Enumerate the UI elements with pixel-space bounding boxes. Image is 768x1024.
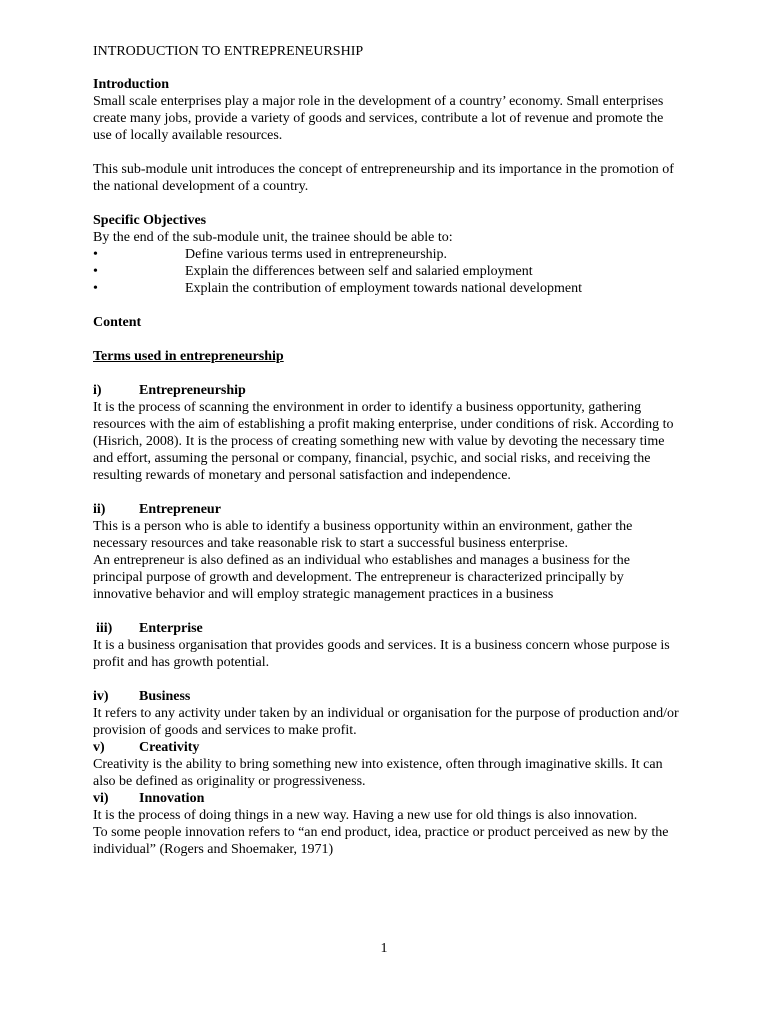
page-number: 1: [380, 941, 388, 956]
intro-heading: Introduction: [93, 77, 169, 92]
term-heading: vi) Innovation: [93, 791, 205, 806]
term-heading: iv) Business: [93, 689, 191, 704]
page-content: [93, 43, 683, 858]
term-paragraph: It is a business organisation that provides goods and services. It is a business concern whose purpose is profit and has growth potential.: [93, 638, 670, 670]
term-paragraph: This is a person who is able to identify a business opportunity within an environment, gather the necessary resources and take reasonable risk to start a successful business enterprise.: [93, 519, 633, 551]
term-heading: i) Entrepreneurship: [93, 383, 246, 398]
objectives-list: [93, 246, 683, 297]
objective-item: • Explain the differences between self and salaried employment: [93, 264, 533, 279]
intro-paragraph: Small scale enterprises play a major role in the development of a country’ economy. Small enterprises create many jobs, provide a variety of goods and services, contribute a lot of revenue and promote the use of locally available resources.: [93, 94, 664, 143]
term-paragraph: Creativity is the ability to bring something new into existence, often through imaginative skills. It can also be defined as originality or progressiveness.: [93, 757, 663, 789]
term-paragraph: It is the process of doing things in a new way. Having a new use for old things is also innovation.: [93, 808, 638, 823]
terms-heading: Terms used in entrepreneurship: [93, 349, 284, 364]
term-paragraph: An entrepreneur is also defined as an individual who establishes and manages a business for the principal purpose of growth and development. The entrepreneur is characterized principally by innovative behavior and will employ strategic management practices in a business: [93, 553, 630, 602]
term-paragraph: It is the process of scanning the environment in order to identify a business opportunity, gathering resources with the aim of establishing a profit making enterprise, under conditions of risk. According to (Hisrich, 2008). It is the process of creating something new with value by devoting the necessary time and effort, assuming the personal or company, financial, psychic, and social risks, and receiving the resulting rewards of monetary and personal satisfaction and independence.: [93, 400, 674, 483]
bullet-icon: •: [93, 264, 98, 279]
objective-item: • Define various terms used in entrepreneurship.: [93, 247, 448, 262]
bullet-icon: •: [93, 247, 98, 262]
objectives-heading: Specific Objectives: [93, 213, 207, 228]
term-paragraph: It refers to any activity under taken by an individual or organisation for the purpose of production and/or provision of goods and services to make profit.: [93, 706, 679, 738]
term-paragraph: To some people innovation refers to “an end product, idea, practice or product perceived as new by the individual” (Rogers and Shoemaker, 1971): [93, 825, 669, 857]
objective-item: • Explain the contribution of employment towards national development: [93, 281, 582, 296]
document-title: INTRODUCTION TO ENTREPRENEURSHIP: [93, 44, 364, 59]
bullet-icon: •: [93, 281, 98, 296]
term-heading: v) Creativity: [93, 740, 200, 755]
content-heading: Content: [93, 315, 142, 330]
intro-paragraph: This sub-module unit introduces the concept of entrepreneurship and its importance in the promotion of the national development of a country.: [93, 162, 674, 194]
term-heading: ii) Entrepreneur: [93, 502, 221, 517]
objectives-lead: By the end of the sub-module unit, the trainee should be able to:: [93, 230, 453, 245]
term-heading: iii) Enterprise: [96, 621, 203, 636]
